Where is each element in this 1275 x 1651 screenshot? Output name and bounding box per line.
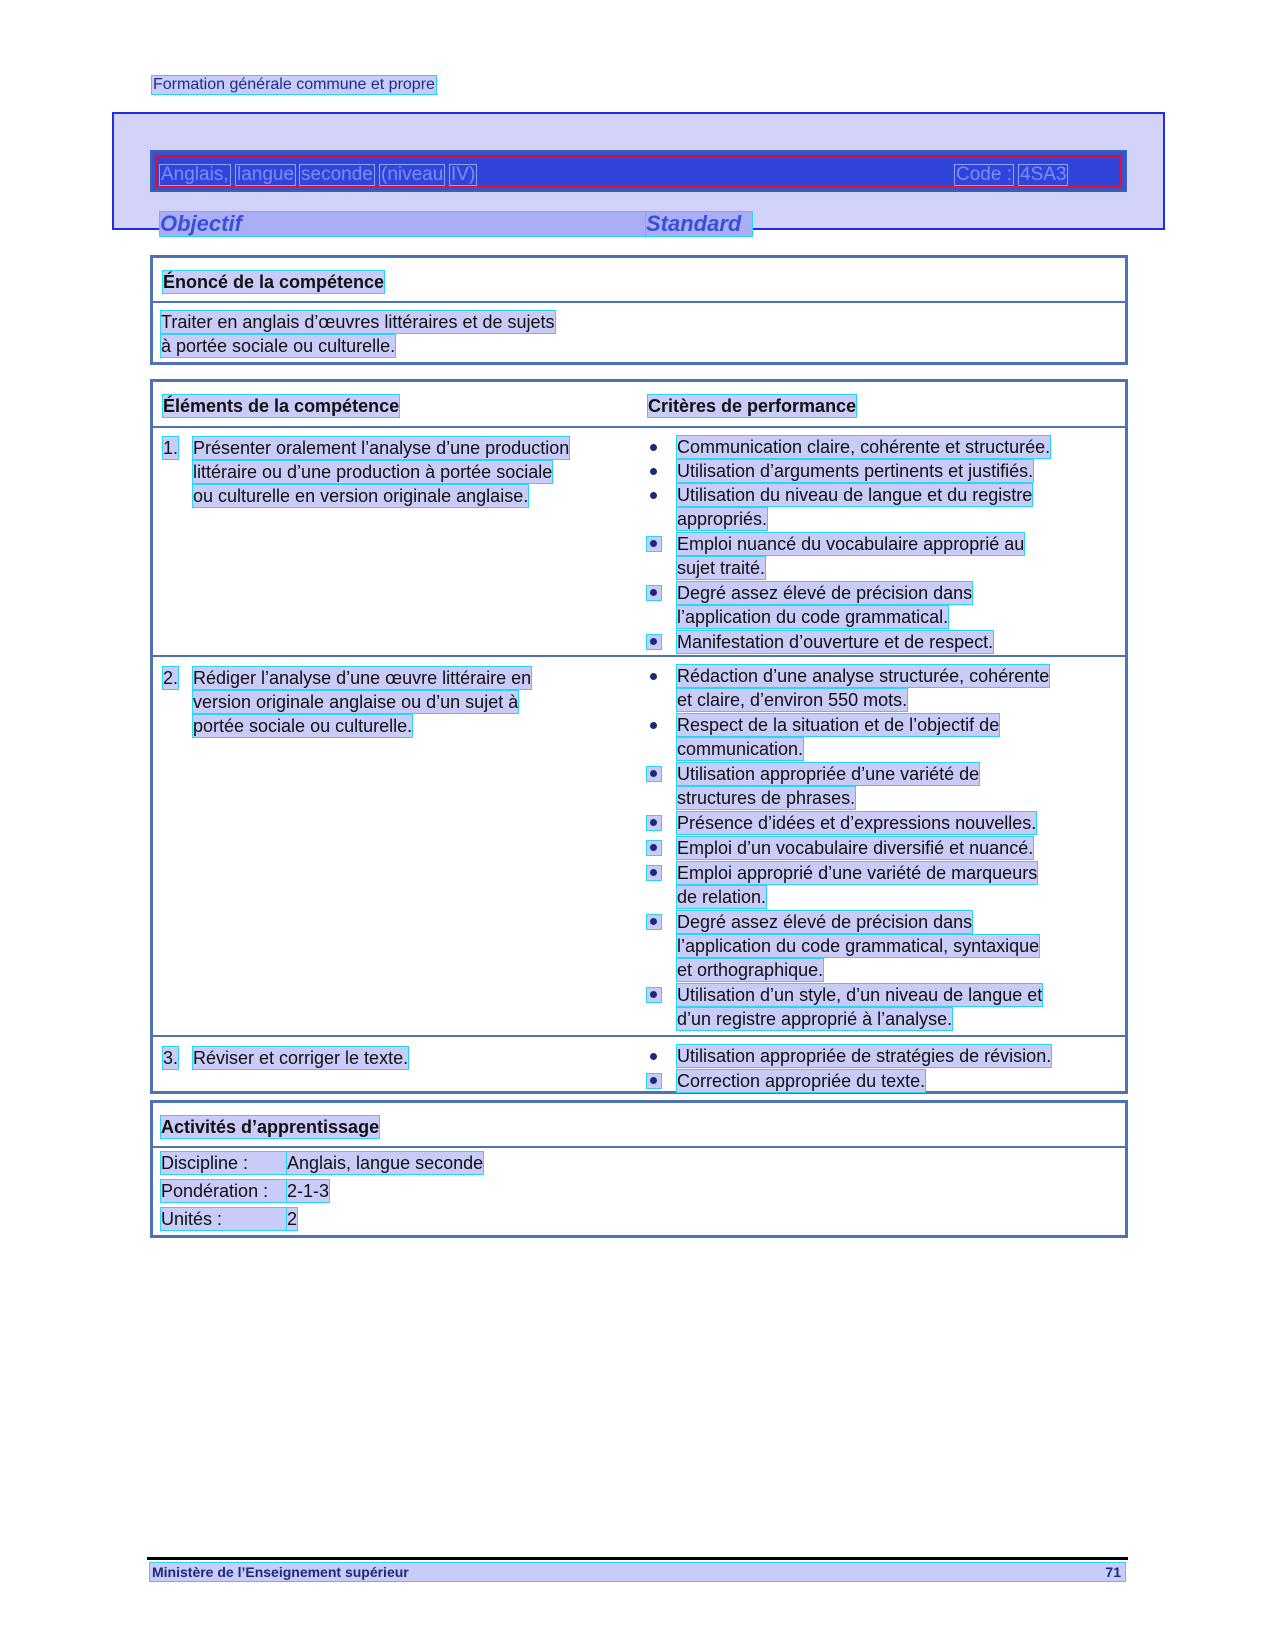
criterion-line: et claire, d’environ 550 mots.: [677, 690, 908, 710]
footer-ministry: Ministère de l’Enseignement supérieur: [152, 1564, 409, 1580]
criterion-line: Utilisation d’un style, d’un niveau de langue et: [677, 985, 1043, 1005]
footer: [150, 1563, 1125, 1581]
criteres-heading: Critères de performance: [648, 396, 857, 416]
bullet-icon: [650, 722, 657, 729]
criterion-line: Communication claire, cohérente et structurée.: [677, 437, 1051, 457]
enonce-line: à portée sociale ou culturelle.: [161, 336, 396, 356]
bullet-icon: [650, 468, 657, 475]
activites-box: [150, 1100, 1128, 1238]
code-label: Code :: [956, 164, 1012, 185]
bullet-icon: [650, 638, 657, 645]
criterion-line: Emploi approprié d’une variété de marqueurs: [677, 863, 1038, 883]
criterion-line: Emploi d’un vocabulaire diversifié et nuancé.: [677, 838, 1034, 858]
element-number: 2.: [163, 668, 179, 688]
code-value: 4SA3: [1020, 164, 1067, 185]
element-line: littéraire ou d’une production à portée sociale: [193, 462, 553, 482]
bullet-icon: [650, 673, 657, 680]
criterion-line: et orthographique.: [677, 960, 824, 980]
discipline-label: Discipline :: [161, 1152, 287, 1174]
title-word: (niveau: [381, 164, 444, 185]
element-number: 1.: [163, 438, 179, 458]
elements-box: [150, 379, 1128, 1094]
element-line: portée sociale ou culturelle.: [193, 716, 413, 736]
criterion-line: Présence d’idées et d’expressions nouvelles.: [677, 813, 1037, 833]
element-line: Présenter oralement l’analyse d’une production: [193, 438, 570, 458]
bullet-icon: [650, 589, 657, 596]
criterion-line: Utilisation appropriée de stratégies de révision.: [677, 1046, 1052, 1066]
discipline-value: Anglais, langue seconde: [287, 1153, 484, 1173]
element-line: Rédiger l’analyse d’une œuvre littéraire en: [193, 668, 532, 688]
title-word: langue: [237, 164, 295, 185]
criterion-line: Utilisation d’arguments pertinents et justifiés.: [677, 461, 1034, 481]
objectif-label: Objectif: [160, 212, 646, 236]
bullet-icon: [650, 444, 657, 451]
element-number: 3.: [163, 1048, 179, 1068]
criterion-line: d’un registre approprié à l’analyse.: [677, 1009, 953, 1029]
criterion-line: appropriés.: [677, 509, 768, 529]
bullet-icon: [650, 540, 657, 547]
ponderation-label: Pondération :: [161, 1180, 287, 1202]
unites-value: 2: [287, 1209, 298, 1229]
bullet-icon: [650, 770, 657, 777]
footer-rule: [147, 1557, 1128, 1560]
bullet-icon: [650, 869, 657, 876]
criterion-line: Respect de la situation et de l’objectif de: [677, 715, 1000, 735]
title-word: seconde: [301, 164, 373, 185]
title-word: Anglais,: [161, 164, 229, 185]
enonce-line: Traiter en anglais d’œuvres littéraires et de sujets: [161, 312, 555, 332]
criterion-line: Degré assez élevé de précision dans: [677, 912, 973, 932]
criterion-line: Utilisation du niveau de langue et du registre: [677, 485, 1033, 505]
bullet-icon: [650, 492, 657, 499]
criterion-line: Emploi nuancé du vocabulaire approprié au: [677, 534, 1025, 554]
running-head: Formation générale commune et propre: [153, 76, 435, 93]
criterion-line: Correction appropriée du texte.: [677, 1071, 926, 1091]
enonce-heading: Énoncé de la compétence: [163, 272, 385, 292]
course-title-bar: [150, 150, 1127, 192]
page-number: 71: [1105, 1564, 1121, 1580]
standard-label: Standard: [646, 212, 752, 236]
ponderation-value: 2-1-3: [287, 1181, 330, 1201]
course-title-inner: [155, 155, 1122, 187]
bullet-icon: [650, 1077, 657, 1084]
criterion-line: communication.: [677, 739, 804, 759]
criterion-line: sujet traité.: [677, 558, 766, 578]
unites-label: Unités :: [161, 1208, 287, 1230]
elements-heading: Éléments de la compétence: [163, 396, 400, 416]
activites-heading: Activités d’apprentissage: [161, 1117, 380, 1137]
bullet-icon: [650, 918, 657, 925]
element-line: version originale anglaise ou d’un sujet à: [193, 692, 519, 712]
criterion-line: Utilisation appropriée d’une variété de: [677, 764, 980, 784]
criterion-line: Degré assez élevé de précision dans: [677, 583, 973, 603]
criterion-line: l’application du code grammatical.: [677, 607, 949, 627]
title-word: IV): [451, 164, 476, 185]
criterion-line: de relation.: [677, 887, 767, 907]
criterion-line: l’application du code grammatical, syntaxique: [677, 936, 1040, 956]
criterion-line: Manifestation d’ouverture et de respect.: [677, 632, 994, 652]
bullet-icon: [650, 844, 657, 851]
element-line: Réviser et corriger le texte.: [193, 1048, 409, 1068]
criterion-line: structures de phrases.: [677, 788, 856, 808]
criterion-line: Rédaction d’une analyse structurée, cohérente: [677, 666, 1050, 686]
bullet-icon: [650, 991, 657, 998]
element-line: ou culturelle en version originale anglaise.: [193, 486, 529, 506]
bullet-icon: [650, 1053, 657, 1060]
enonce-box: [150, 255, 1128, 365]
bullet-icon: [650, 819, 657, 826]
